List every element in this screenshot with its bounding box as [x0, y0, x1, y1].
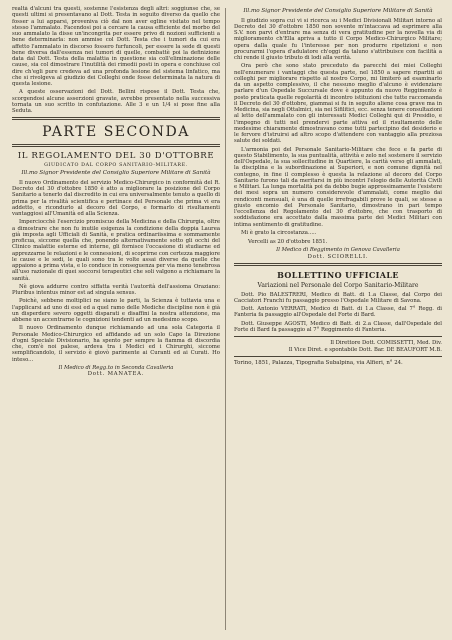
- section-rule-bottom: [12, 144, 220, 147]
- printer-rule: [234, 356, 442, 357]
- regolamento-subheading: GIUDICATO DAL CORPO SANITARIO-MILITARE.: [44, 163, 188, 169]
- bollettino-item-1: Dott. Pio BALESTRERI, Medico di Batt. di 1.a Classe, dal Corpo dei Cacciatori Franchi fu passaggio presso l'Ospedale Militare di Savona.: [234, 291, 442, 304]
- left-signature-name: Dott. MANATEA.: [87, 371, 145, 378]
- left-body-paragraph-1: Il nuovo Ordinamento del servizio Medico-Chirurgico in conformità del R. Decreto del 30 d'ottobre 1850 è atto a migliorare la posizione del Corpo Sanitario a tenerlo dal discredito in cui era universalmente tenuto a quello di prima per la rivalità scientifica e pertinace del Personale che prima vi era addetto, e ricondurlo al decoro del Corpo, e formarlo di risultamenti vantaggiosi all'Umanità ed alla Scienza.: [12, 179, 220, 218]
- left-body-paragraph-2: Imperciocchè l'esercizio promiscuo della Medicina e della Chirurgia, oltre a dimostrare che non fu inutile esigenza la condizione della doppia Laurea già imposta agli Ufficiali di Sanità, e pratica ordinariissima e sommamente proficua, siccome quella che, ponendo alternativamente sotto gli occhi del Clinico malattie esterne ed interne, gli fornisce l'occasione di studiarne ed apprezzarne le relazioni e le connessioni, di scoprirne con certezza maggiore le cause e le sedi, le quali sono tra le volte assai diverse da quelle che appaiono a prima vista, e lo conduce in conseguenza per via meno tenebrosa all'uso razionale di quei soccorsi terapeutici che soli valgono a richiamare la sanità.: [12, 219, 220, 282]
- footer-editor: Il Vice Diret. e spontabile Dott. Bar. DE BEAUFORT M.B.: [288, 346, 442, 353]
- column-divider: [225, 8, 226, 630]
- right-addressee: Ill.mo Signor Presidente del Consiglio Superiore Militare di Sanità: [243, 8, 433, 14]
- footer-director: Il Direttore Dott. COMISSETTI, Med. Div.: [330, 340, 442, 347]
- printer-line: Torino, 1851, Palazza, Tipografia Subalpina, via Alfieri, n° 24.: [234, 360, 403, 366]
- left-body-paragraph-5: Il nuovo Ordinamento dunque richiamando ad una sola Categoria il Personale Medico-Chirurgico ed affidando ad un solo Capo la Direzione d'ogni Speciale Divisionario, ha spento per sempre la fiamma di discordia che, com'è noi palese, ardeva tra i Medici ed i Chirurghi, siccome semplificandolo, il servizio è giovò parimente ai Curanti ed ai Curati. Ho inteso...: [12, 325, 220, 363]
- right-body-paragraph-3: L'armonia poi del Personale Sanitario-Militare che fece e fa parte di questo Stabilimento, la sua puntualità, attività e zelo nel sostenere il servizio dell'Ospedale, la sua sollecitudine in Quartiere, la carità verso gli ammalati, la disciplina e la subordinazione ai Superiori, e non comune dignità nel contegno, in fine il complesso è questa la relazione al decoro del Corpo Sanitario furono tali da meritarsi in più incontri l'elogio delle Autorità Civili e Militari. La lunga mortalità poi da debbo bugie approssimamente l'esistere dei mesi sopra un numero considerevole d'ammalati, come meglio dai rendiconti mensuali, è una di quelle irrefragabili prove le quali, se stesse a giusto encomio del Personale Sanitario, dimostrano in pari tempo l'eccellenza del Regolamento del 30 d'ottobre, che con trasporto di soddisfazione era accettato dalla massima parte dei Medici Militari con intima sentimento di gratitudine.: [234, 146, 442, 228]
- bollettino-subheading: Variazioni nel Personale del Corpo Sanitario-Militare: [257, 281, 419, 289]
- left-signature-role: Il Medico di Regg.to in Seconda Cavalleria: [58, 364, 174, 371]
- right-signature-role: Il Medico di Reggimento in Genova Cavalleria: [276, 247, 400, 254]
- bollettino-item-3: Dott. Giuseppe AGOSTI, Medico di Batt. di 2.a Classe, dall'Ospedale del Forte di Bard fa passaggio al 7° Reggimento di Fanteria.: [234, 320, 442, 333]
- right-dateline: Vercelli as 20 d'ottobre 1851.: [248, 239, 328, 246]
- section-title: PARTE SECONDA: [42, 124, 190, 141]
- left-column: [12, 6, 220, 632]
- footer-rule: [234, 336, 442, 337]
- intro-paragraph-2: A queste osservazioni del Dott. Bellini rispose il Dott. Testa che, scorgendosi alcune asserzioni gravate, avrebbe presentato nella successiva tornata un suo scritto in confutazione. Alle 3 e un 1/4 si pose fine alla Seduta.: [12, 89, 220, 114]
- right-body-paragraph-1: Il giudizio sopra cui vi si ricerca su i Medici Divisionali Militari intorno al Decreto del 30 d'ottobre 1850 non sovente m'intaccava ad esprimere alla S.V. non parvi d'entrare ma senza di vera gratitudine per la novella via di miglioramento ch'Ella apriva a tutto il Corpo Medico-Chirurgico Militare; opera dalla quale fu l'interesse per non produrre ripetizioni e non procurarmi l'opera d'adulatore ch'oggi da taluno s'attribuisce con facilità a chi rende il giusto tributo di lodi alla verità.: [234, 17, 442, 62]
- left-body-paragraph-3: Nè giova addurre contro siffatta verità l'autorità dell'assioma Oraziano: Pluribus intentus minor est ad singula sensus.: [12, 283, 220, 297]
- intro-paragraph-1: realtà d'alcuni tra questi, sostenne l'esistenza degli altri: soggiunse che, se questi ultimi si presentavano al Dott. Testa in seguito diverso da quello che fosser a lui apparsi, proveniva ciò dal non aver egline visitato nel tempo stesso l'ammalato. Facendosi poi a cercare la causa efficiente del morbo del suo ammalato la disse un'incongrita per essere privo di nozioni sufficienti a bene determinarla: non ammise col Dott. Testa che i tumori da cui era affetto l'ammalato in discorso fossero furfuncoli, per essere la sede di questi bene diversa dall'essenza nei tumori di quelle, combattè poi la definizione data dal Dott. Testa della malattia in questione sia coll'eliminazione delle cause, sia col dimostrare l'inutilità dei rimedii posti in opera e conchiuse col dire ch'egli pure credeva ad una profonda lesione del sistema linfatico, ma che si rivolgeva al giudizio dei Colleghi onde fosse determinata la natura di questa lesione.: [12, 6, 220, 87]
- right-column: [234, 6, 442, 632]
- regolamento-heading: IL REGOLAMENTO DEL 30 D'OTTOBRE: [17, 151, 215, 162]
- right-body-closing: Mi è grato la circostanza.....: [241, 229, 317, 236]
- left-addressee: Ill.mo Signor Presidente del Consiglio Superiore Militare di Sanità: [21, 170, 211, 177]
- section-rule-top: [12, 117, 220, 120]
- bollettino-item-2: Dott. Antonio VERRATI, Medico di Batt. di 1.a Classe, dal 7° Regg. di Fanteria fa passaggio all'Ospedale del Forte di Bard.: [234, 306, 442, 319]
- left-body-paragraph-4: Poichè, sebbene moltiplici ne siano le parti, la Scienza è tuttavia una e l'applicarsi ad uno di essi ed a quel ramo delle Mediche discipline non è già un disperdere severo oggetti disparati e disaffini la nostra attenzione, ma abbene un accentrarne le cognizioni tendenti ad un medesimo scopo.: [12, 298, 220, 324]
- bollettino-heading: BOLLETTINO UFFICIALE: [277, 269, 399, 280]
- right-body-paragraph-2: Ora però che sono stato preceduto da parecchi dei miei Colleghi nell'enumerare i vantaggi che questa parte, nel 1850 a sapere ripartiti ai colleghi per migliorare rispetto al nostro Corpo, mi limiterò ad esaminarlo da un aspetto complessivo, il che nessuno meglio d'alcuno è evidenziare parlare d'un Ospedale Succursale dove è appunto da nuovo Reggimento è posto praticata quelle regolarità di incontro istituzioni che tutte raccomanda il Decreto del 30 d'ottobre, giammai si fu in seguito aliene cosa grave ma in Medicina, sia negli Ottalmici, sia nei Sifilitici, ecc. senza tenere consultazioni al letto dell'ammalato con gli interessati Medici Colleghi qui di Presidio, e l'impegno di tutti nel prendervi parte attiva ed il risultamento delle medesime chiaramente dimostravano come tutti partecipino del desiderio e le fervore d'istruirsi ad altro scopo d'attendere con vantaggio alla preziosa salute dei soldati.: [234, 63, 442, 145]
- right-signature-name: Dott. SCIORELLI.: [307, 253, 369, 260]
- bollettino-rule-top: [234, 263, 442, 266]
